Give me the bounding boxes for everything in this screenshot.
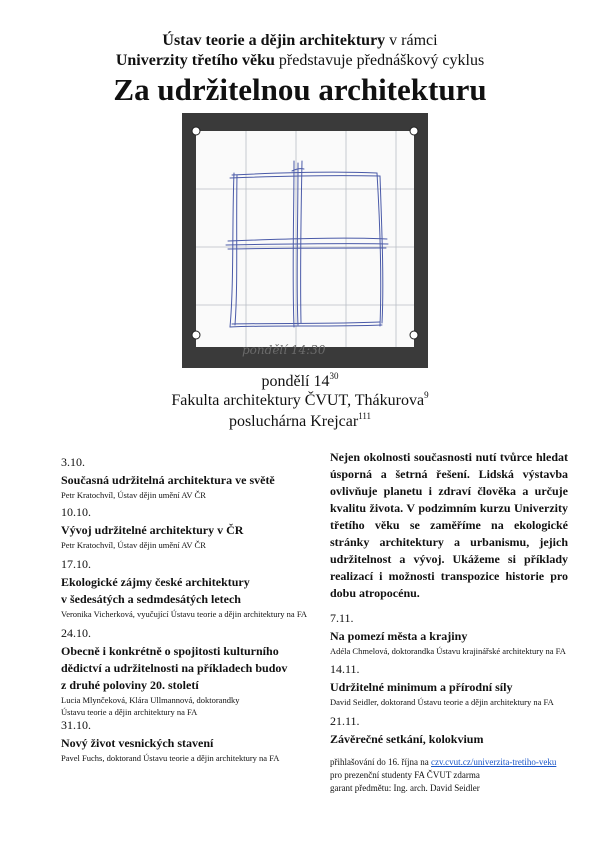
lecture-speaker: Petr Kratochvíl, Ústav dějin umění AV ČR bbox=[61, 490, 206, 500]
course-description: Nejen okolnosti současnosti nutí tvůrce hledat úsporná a šetrná řešení. Lidská výstavba ovlivňuje planetu i zdraví člověka a určuje kvalitu života. V podzimním kurzu Univerzity třetího věku se zaměříme na ekologické stránky architektury a urbanismu, jejich udržitelnost a vývoj. Ukážeme si příklady realizací i možnosti transpozice historie pro dobu atropocénu. bbox=[330, 450, 568, 600]
lecture-title: dědictví a udržitelnosti na příkladech budov bbox=[61, 661, 288, 675]
lecture-title: Obecně i konkrétně o spojitosti kulturního bbox=[61, 644, 279, 658]
sketch-photo bbox=[182, 113, 428, 368]
lecture-speaker: David Seidler, doktorand Ústavu teorie a dějin architektury na FA bbox=[330, 697, 554, 707]
lecture-title: z druhé poloviny 20. století bbox=[61, 678, 199, 692]
lecture-date: 14.11. bbox=[330, 662, 360, 676]
lecture-title: Současná udržitelná architektura ve světě bbox=[61, 473, 275, 487]
university-name: Univerzity třetího věku bbox=[115, 52, 275, 69]
lecture-speaker: Ústavu teorie a dějin architektury na FA bbox=[61, 707, 198, 717]
lecture-speaker: Petr Kratochvíl, Ústav dějin umění AV ČR bbox=[61, 540, 206, 550]
lecture-date: 24.10. bbox=[61, 626, 91, 640]
room-name: posluchárna Krejcar bbox=[228, 413, 359, 430]
lecture-item bbox=[61, 718, 279, 764]
header-line-2 bbox=[0, 51, 600, 71]
venue-room bbox=[0, 411, 600, 433]
lecture-date: 7.11. bbox=[330, 611, 354, 625]
room-number: 111 bbox=[358, 411, 372, 421]
venue-faculty bbox=[0, 390, 600, 412]
lecture-item bbox=[330, 611, 566, 657]
lecture-item bbox=[61, 505, 243, 551]
lecture-item bbox=[61, 557, 307, 620]
lecture-title: Na pomezí města a krajiny bbox=[330, 629, 468, 643]
header-line-1-rest: v rámci bbox=[385, 32, 438, 49]
sketch-handwriting: pondělí 14:30 bbox=[242, 343, 326, 357]
lecture-speaker: Veronika Vicherková, vyučující Ústavu teorie a dějin architektury na FA bbox=[61, 609, 308, 619]
lecture-title: Nový život vesnických stavení bbox=[61, 736, 214, 750]
lecture-date: 17.10. bbox=[61, 557, 91, 571]
lecture-date: 10.10. bbox=[61, 505, 91, 519]
header-line-1 bbox=[0, 31, 600, 51]
faculty-address: Fakulta architektury ČVUT, Thákurova bbox=[171, 392, 425, 409]
lecture-day: pondělí 14 bbox=[261, 373, 330, 390]
registration-prefix: přihlašování do 16. října na bbox=[330, 757, 431, 767]
lecture-title: Vývoj udržitelné architektury v ČR bbox=[61, 523, 244, 537]
lecture-speaker: Lucia Mlynčeková, Klára Ullmannová, doktorandky bbox=[61, 695, 240, 705]
lecture-item bbox=[61, 455, 275, 501]
lecture-item bbox=[330, 662, 554, 708]
footer-info bbox=[330, 756, 590, 795]
lecture-speaker: Adéla Chmelová, doktorandka Ústavu krajinářské architektury na FA bbox=[330, 646, 566, 656]
lecture-item bbox=[61, 626, 287, 718]
lecture-date: 3.10. bbox=[61, 455, 85, 469]
guarantor-line: garant předmětu: Ing. arch. David Seidler bbox=[330, 783, 480, 793]
registration-line bbox=[330, 756, 590, 769]
lecture-date: 31.10. bbox=[61, 718, 91, 732]
lecture-item bbox=[330, 714, 483, 748]
lecture-time-minutes: 30 bbox=[329, 371, 339, 381]
lecture-title: Udržitelné minimum a přírodní síly bbox=[330, 680, 513, 694]
faculty-address-number: 9 bbox=[424, 390, 429, 400]
page-title: Za udržitelnou architekturu bbox=[113, 72, 487, 107]
lecture-title: v šedesátých a sedmdesátých letech bbox=[61, 592, 241, 606]
header-line-2-rest: představuje přednáškový cyklus bbox=[274, 52, 485, 69]
lecture-date: 21.11. bbox=[330, 714, 360, 728]
registration-link[interactable]: czv.cvut.cz/univerzita-tretiho-veku bbox=[430, 757, 557, 767]
lecture-title: Ekologické zájmy české architektury bbox=[61, 575, 250, 589]
lecture-speaker: Pavel Fuchs, doktorand Ústavu teorie a dějin architektury na FA bbox=[61, 753, 280, 763]
students-free-line: pro prezenční studenty FA ČVUT zdarma bbox=[330, 770, 480, 780]
lecture-title: Závěrečné setkání, kolokvium bbox=[330, 732, 484, 746]
institute-name: Ústav teorie a dějin architektury bbox=[162, 32, 386, 49]
